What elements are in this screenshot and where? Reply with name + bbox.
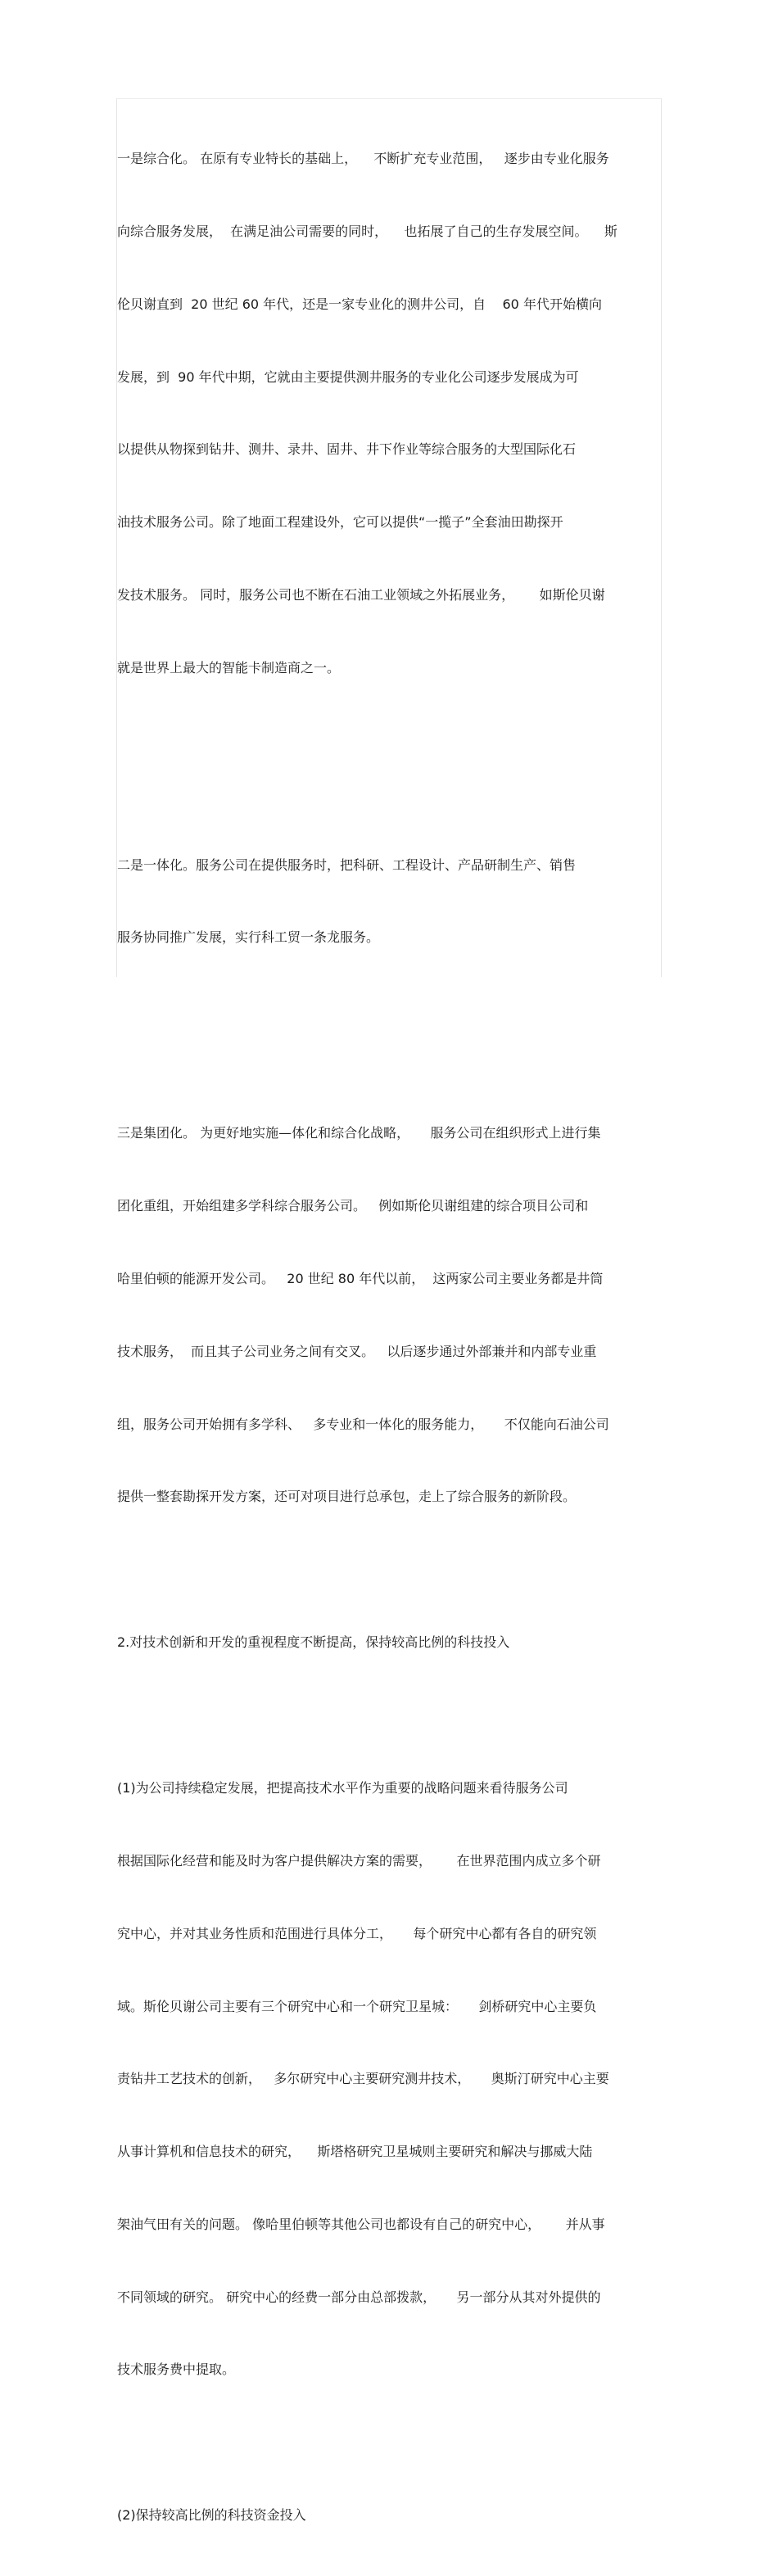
- paragraph-spacer: [117, 998, 674, 1048]
- text-line: 不同领域的研究。 研究中心的经费一部分由总部拨款， 另一部分从其对外提供的: [117, 2289, 601, 2305]
- text-line: 就是世界上最大的智能卡制造商之一。: [117, 659, 341, 676]
- text-line: 提供一整套勘探开发方案，还可对项目进行总承包，走上了综合服务的新阶段。: [117, 1489, 577, 1505]
- paragraph-spacer: [117, 1703, 674, 1728]
- subheading-funding: [117, 2455, 674, 2576]
- text-line: 团化重组，开始组建多学科综合服务公司。 例如斯伦贝谢组建的综合项目公司和: [117, 1198, 589, 1214]
- paragraph-spacer: [117, 1048, 674, 1073]
- text-line: 发技术服务。 同时，服务公司也不断在石油工业领域之外拓展业务， 如斯伦贝谢: [117, 586, 605, 603]
- text-line: (1)为公司持续稳定发展，把提高技术水平作为重要的战略问题来看待服务公司: [117, 1780, 568, 1796]
- text-line: 油技术服务公司。除了地面工程建设外，它可以提供“一揽子”全套油田勘探开: [117, 514, 563, 531]
- text-line: 从事计算机和信息技术的研究， 斯塔格研究卫星城则主要研究和解决与挪威大陆: [117, 2144, 593, 2160]
- paragraph-grouping: [117, 1073, 674, 1557]
- text-line: 伦贝谢直到 20 世纪 60 年代，还是一家专业化的测井公司，自 60 年代开始横向: [117, 296, 602, 312]
- text-line: 责钻井工艺技术的创新， 多尔研究中心主要研究测井技术， 奥斯汀研究中心主要: [117, 2071, 609, 2087]
- text-line: 组，服务公司开始拥有多学科、 多专业和一体化的服务能力， 不仅能向石油公司: [117, 1416, 609, 1432]
- document-body: [117, 98, 674, 2576]
- text-line: 二是一体化。服务公司在提供服务时，把科研、工程设计、产品研制生产、销售: [117, 856, 577, 873]
- paragraph-spacer: [117, 1557, 674, 1582]
- paragraph-spacer: [117, 2430, 674, 2455]
- text-line: 技术服务费中提取。: [117, 2361, 236, 2378]
- text-line: 架油气田有关的问题。 像哈里伯顿等其他公司也都设有自己的研究中心， 并从事: [117, 2216, 605, 2232]
- paragraph-comprehensive: [117, 98, 674, 728]
- section-heading-tech-innovation: [117, 1582, 674, 1703]
- text-line: 域。斯伦贝谢公司主要有三个研究中心和一个研究卫星城： 剑桥研究中心主要负: [117, 1998, 597, 2014]
- text-line: 三是集团化。 为更好地实施—体化和综合化战略， 服务公司在组织形式上进行集: [117, 1125, 601, 1141]
- text-line: 技术服务， 而且其子公司业务之间有交叉。 以后逐步通过外部兼并和内部专业重: [117, 1343, 597, 1359]
- text-line: 以提供从物探到钻井、测井、录井、固井、井下作业等综合服务的大型国际化石: [117, 441, 577, 458]
- paragraph-spacer: [117, 778, 674, 804]
- text-line: (2)保持较高比例的科技资金投入: [117, 2507, 306, 2524]
- paragraph-spacer: [117, 728, 674, 778]
- text-line: 一是综合化。 在原有专业特长的基础上， 不断扩充专业范围， 逐步由专业化服务: [117, 151, 609, 167]
- paragraph-research-centers: [117, 1728, 674, 2430]
- text-line: 究中心，并对其业务性质和范围进行具体分工， 每个研究中心都有各自的研究领: [117, 1925, 597, 1941]
- text-line: 发展，到 90 年代中期，它就由主要提供测井服务的专业化公司逐步发展成为可: [117, 368, 579, 385]
- paragraph-integration: [117, 804, 674, 998]
- text-line: 哈里伯顿的能源开发公司。 20 世纪 80 年代以前， 这两家公司主要业务都是井筒: [117, 1270, 604, 1286]
- text-line: 服务协同推广发展，实行科工贸一条龙服务。: [117, 929, 380, 946]
- text-line: 根据国际化经营和能及时为客户提供解决方案的需要， 在世界范围内成立多个研: [117, 1853, 601, 1869]
- text-line: 向综合服务发展， 在满足油公司需要的同时， 也拓展了自己的生存发展空间。 斯: [117, 223, 617, 239]
- text-line: 2.对技术创新和开发的重视程度不断提高，保持较高比例的科技投入: [117, 1634, 510, 1651]
